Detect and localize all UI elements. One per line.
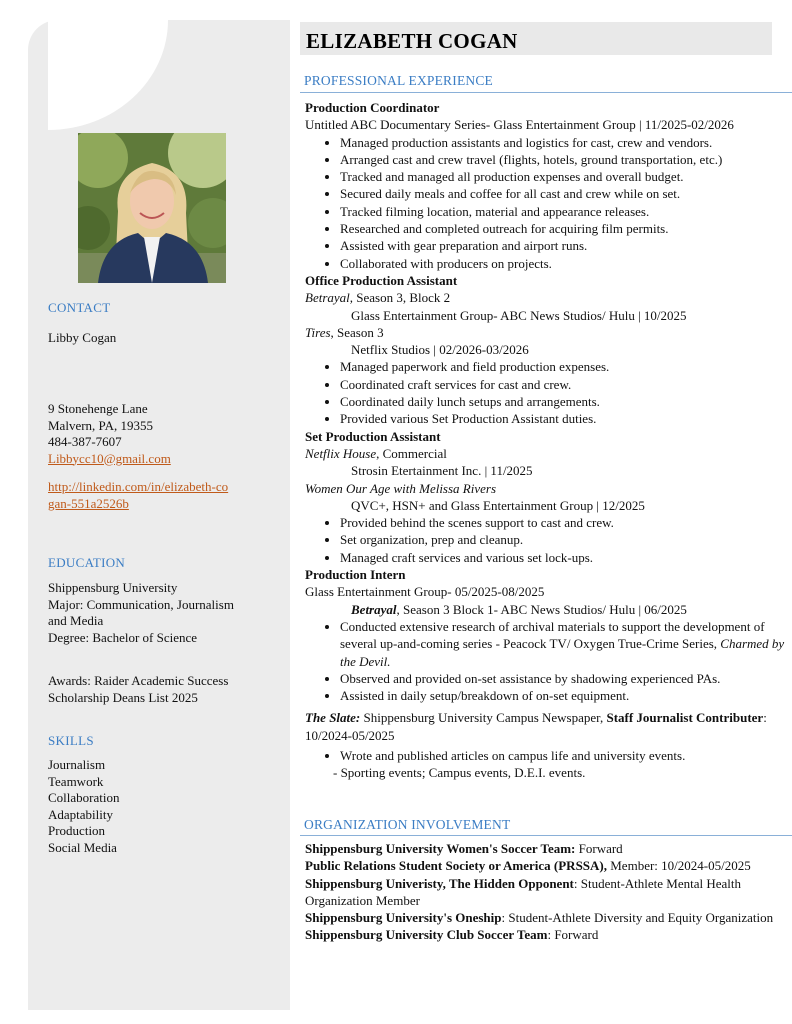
education-major-2: and Media — [48, 613, 104, 628]
show-line — [305, 445, 785, 462]
job-title: Set Production Assistant — [305, 428, 441, 444]
awards-line-1: Awards: Raider Academic Success — [48, 673, 229, 688]
job-title: Production Intern — [305, 567, 406, 583]
contact-street: 9 Stonehenge Lane — [48, 401, 148, 416]
show-org: Glass Entertainment Group- ABC News Studios/ Hulu | 10/2025 — [351, 307, 687, 323]
bullet-item: • Managed craft services and various set lock-ups. — [340, 549, 785, 566]
org-role: : Forward — [547, 927, 599, 943]
skill-item: Collaboration — [48, 790, 120, 805]
bullet-item: • Secured daily meals and coffee for all cast and crew while on set. — [340, 185, 785, 202]
job-bullets — [305, 514, 785, 566]
org-role: : Student-Athlete Diversity and Equity Organization — [501, 910, 774, 926]
experience-heading: PROFESSIONAL EXPERIENCE — [304, 73, 493, 88]
organizations-heading: ORGANIZATION INVOLVEMENT — [304, 817, 511, 832]
skill-item: Adaptability — [48, 806, 113, 822]
show-title: Tires — [305, 324, 331, 340]
education-degree: Degree: Bachelor of Science — [48, 629, 198, 645]
show-title: Betrayal — [351, 601, 397, 617]
org-item — [305, 926, 785, 943]
education-major-1: Major: Communication, Journalism — [48, 596, 234, 612]
show-org: Netflix Studios | 02/2026-03/2026 — [351, 342, 529, 358]
org-name: Shippensburg University Women's Soccer Team: — [305, 841, 576, 856]
show-line — [305, 289, 785, 306]
job-title: Production Coordinator — [305, 100, 440, 115]
bullet-subline: - Sporting events; Campus events, D.E.I. events. — [333, 765, 586, 781]
bullet-item: • Provided various Set Production Assistant duties. — [340, 410, 785, 427]
bullet-item: • Assisted in daily setup/breakdown of on-set equipment. — [340, 687, 785, 704]
bullet-item — [340, 618, 785, 670]
org-item — [305, 875, 785, 910]
bullet-item: • Observed and provided on-set assistance by shadowing experienced PAs. — [340, 670, 785, 687]
show-org: Strosin Etertainment Inc. | 11/2025 — [351, 463, 533, 479]
org-item — [305, 857, 785, 874]
show-line — [305, 601, 785, 618]
bullet-item: • Provided behind the scenes support to cast and crew. — [340, 514, 785, 531]
org-name: Shippensburg University Club Soccer Team — [305, 927, 548, 943]
job-title: Office Production Assistant — [305, 272, 458, 288]
linkedin-line-1: http://linkedin.com/in/elizabeth-co — [48, 479, 229, 494]
bullet-item: • Researched and completed outreach for acquiring film permits. — [340, 220, 785, 237]
contact-city: Malvern, PA, 19355 — [48, 417, 153, 433]
org-role: Forward — [575, 841, 623, 856]
slate-name: The Slate: — [305, 710, 361, 726]
awards-line-2: Scholarship Deans List 2025 — [48, 689, 198, 705]
show-title: Women Our Age with Melissa Rivers — [305, 480, 497, 496]
skill-item: Journalism — [48, 757, 106, 772]
org-item — [305, 840, 785, 857]
bullet-item: • Coordinated daily lunch setups and arrangements. — [340, 393, 785, 410]
bullet-item: • Managed paperwork and field production expenses. — [340, 358, 785, 375]
bullet-italic: Charmed by the Devil. — [340, 636, 785, 669]
bullet-text: Conducted extensive research of archival materials to support the development of several up-and-coming series - Peacock TV/ Oxygen True-Crime Series, — [340, 618, 765, 652]
slate-dates: : 10/2024-05/2025 — [305, 710, 767, 743]
job-bullets — [305, 618, 785, 704]
page-title: ELIZABETH COGAN — [306, 29, 518, 53]
show-line — [305, 324, 785, 341]
job-org: Glass Entertainment Group- 05/2025-08/2025 — [305, 584, 545, 600]
show-title: Betrayal, — [305, 290, 354, 306]
education-details — [48, 580, 234, 646]
skill-item: Social Media — [48, 839, 117, 855]
skills-heading: SKILLS — [48, 733, 94, 748]
education-awards — [48, 673, 228, 706]
profile-photo — [78, 133, 226, 283]
bullet-item: • Wrote and published articles on campus life and university events. — [340, 747, 785, 764]
bullet-item: • Assisted with gear preparation and airport runs. — [340, 237, 785, 254]
show-detail: , Commercial — [376, 445, 447, 461]
bullet-item: • Set organization, prep and cleanup. — [340, 531, 785, 548]
contact-heading: CONTACT — [48, 300, 111, 315]
skill-item: Production — [48, 823, 106, 838]
job-bullets — [305, 747, 785, 764]
show-detail: Season 3, Block 2 — [353, 290, 451, 306]
bullet-item: • Tracked and managed all production expenses and overall budget. — [340, 168, 785, 185]
section-divider — [300, 835, 792, 836]
slate-entry — [305, 709, 785, 744]
skills-list — [48, 757, 120, 856]
bullet-item: • Coordinated craft services for cast and crew. — [340, 376, 785, 393]
org-name: Shippensburg University's Oneship — [305, 910, 502, 926]
education-school: Shippensburg University — [48, 580, 178, 595]
bullet-item: • Arranged cast and crew travel (flights, hotels, ground transportation, etc.) — [340, 151, 785, 168]
education-heading: EDUCATION — [48, 555, 126, 570]
bullet-item: • Tracked filming location, material and appearance releases. — [340, 203, 785, 220]
email-link[interactable]: Libbycc10@gmail.com — [48, 450, 171, 466]
linkedin-link[interactable] — [48, 479, 228, 511]
org-name: Shippensburg Univeristy, The Hidden Opponent — [305, 875, 574, 891]
skill-item: Teamwork — [48, 773, 104, 789]
show-org: QVC+, HSN+ and Glass Entertainment Group | 12/2025 — [351, 497, 645, 513]
show-detail: , Season 3 — [330, 324, 384, 340]
organizations-section — [305, 840, 785, 944]
sidebar-curve — [48, 20, 168, 130]
bullet-item: • Collaborated with producers on projects. — [340, 255, 785, 272]
org-item — [305, 909, 785, 926]
bullet-item: • Managed production assistants and logistics for cast, crew and vendors. — [340, 134, 785, 151]
org-name: Public Relations Student Society or America (PRSSA), — [305, 858, 607, 874]
slate-role: Staff Journalist Contributer — [606, 710, 764, 726]
section-divider — [300, 92, 792, 93]
contact-address — [48, 401, 228, 512]
experience-section — [305, 99, 785, 782]
org-role: Member: 10/2024-05/2025 — [607, 858, 751, 874]
job-org: Untitled ABC Documentary Series- Glass Entertainment Group | 11/2025-02/2026 — [305, 117, 734, 133]
org-role: : Student-Athlete Mental Health Organization Member — [305, 875, 742, 908]
job-bullets — [305, 358, 785, 427]
job-bullets — [305, 134, 785, 272]
contact-phone: 484-387-7607 — [48, 434, 122, 449]
contact-name: Libby Cogan — [48, 330, 117, 345]
show-detail: , Season 3 Block 1- ABC News Studios/ Hulu | 06/2025 — [396, 601, 687, 617]
show-title: Netflix House — [305, 445, 377, 461]
linkedin-line-2: gan-551a2526b — [48, 495, 129, 511]
slate-desc: Shippensburg University Campus Newspaper, — [360, 710, 607, 726]
